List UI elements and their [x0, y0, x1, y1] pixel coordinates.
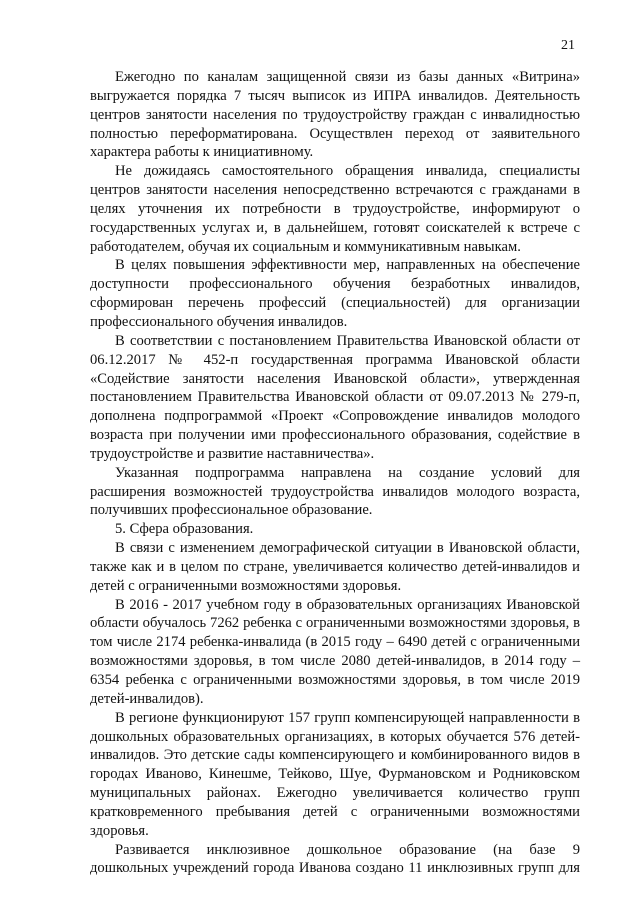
paragraph: В регионе функционируют 157 групп компенсирующей направленности в дошкольных образовательных организациях, в которых обучается 576 детей-инвалидов. Это детские сады компенсирующего и комбинированного видов в городах Иваново, Кинешме, Тейково, Шуе, Фурмановском и Родниковском муниципальных районах. Ежегодно увеличивается количество групп кратковременного пребывания детей с ограниченными возможностями здоровья.: [90, 709, 580, 839]
page-number: 21: [561, 38, 575, 53]
paragraph: В связи с изменением демографической ситуации в Ивановской области, также как и в целом по стране, увеличивается количество детей-инвалидов и детей с ограниченными возможностями здоровья.: [90, 540, 580, 594]
paragraph: В 2016 - 2017 учебном году в образовательных организациях Ивановской области обучалось 7262 ребенка с ограниченными возможностями здоровья, в том числе 2174 ребенка-инвалида (в 2015 году – 6490 детей с ограниченными возможностями здоровья, в том числе 2080 детей-инвалидов, в 2014 году – 6354 ребенка с ограниченными возможностями здоровья, в том числе 2019 детей-инвалидов).: [90, 596, 580, 707]
paragraph: Не дожидаясь самостоятельного обращения инвалида, специалисты центров занятости населения непосредственно встречаются с гражданами в целях уточнения их потребности в трудоустройстве, информируют о государственных услугах и, в дальнейшем, готовят соискателей к встрече с работодателем, обучая их социальным и коммуникативным навыкам.: [90, 163, 580, 255]
paragraph: Ежегодно по каналам защищенной связи из базы данных «Витрина» выгружается порядка 7 тысяч выписок из ИПРА инвалидов. Деятельность центров занятости населения по трудоустройству граждан с инвалидностью полностью переформатирована. Осуществлен переход от заявительного характера работы к инициативному.: [90, 69, 580, 161]
document-body: [90, 68, 580, 878]
paragraph: Указанная подпрограмма направлена на создание условий для расширения возможностей трудоустройства инвалидов молодого возраста, получивших профессиональное образование.: [90, 464, 580, 519]
section-heading: 5. Сфера образования.: [115, 521, 254, 538]
paragraph: Развивается инклюзивное дошкольное образование (на базе 9 дошкольных учреждений города Иванова создано 11 инклюзивных групп для: [90, 841, 580, 877]
paragraph: В целях повышения эффективности мер, направленных на обеспечение доступности профессионального обучения безработных инвалидов, сформирован перечень профессий (специальностей) для организации профессионального обучения инвалидов.: [90, 257, 580, 330]
paragraph: В соответствии с постановлением Правительства Ивановской области от 06.12.2017 № 452-п государственная программа Ивановской области «Содействие занятости населения Ивановской области», утвержденная постановлением Правительства Ивановской области от 09.07.2013 № 279-п, дополнена подпрограммой «Проект «Сопровождение инвалидов молодого возраста при получении ими профессионального образования, содействие в трудоустройстве и развитие наставничества».: [90, 332, 580, 462]
